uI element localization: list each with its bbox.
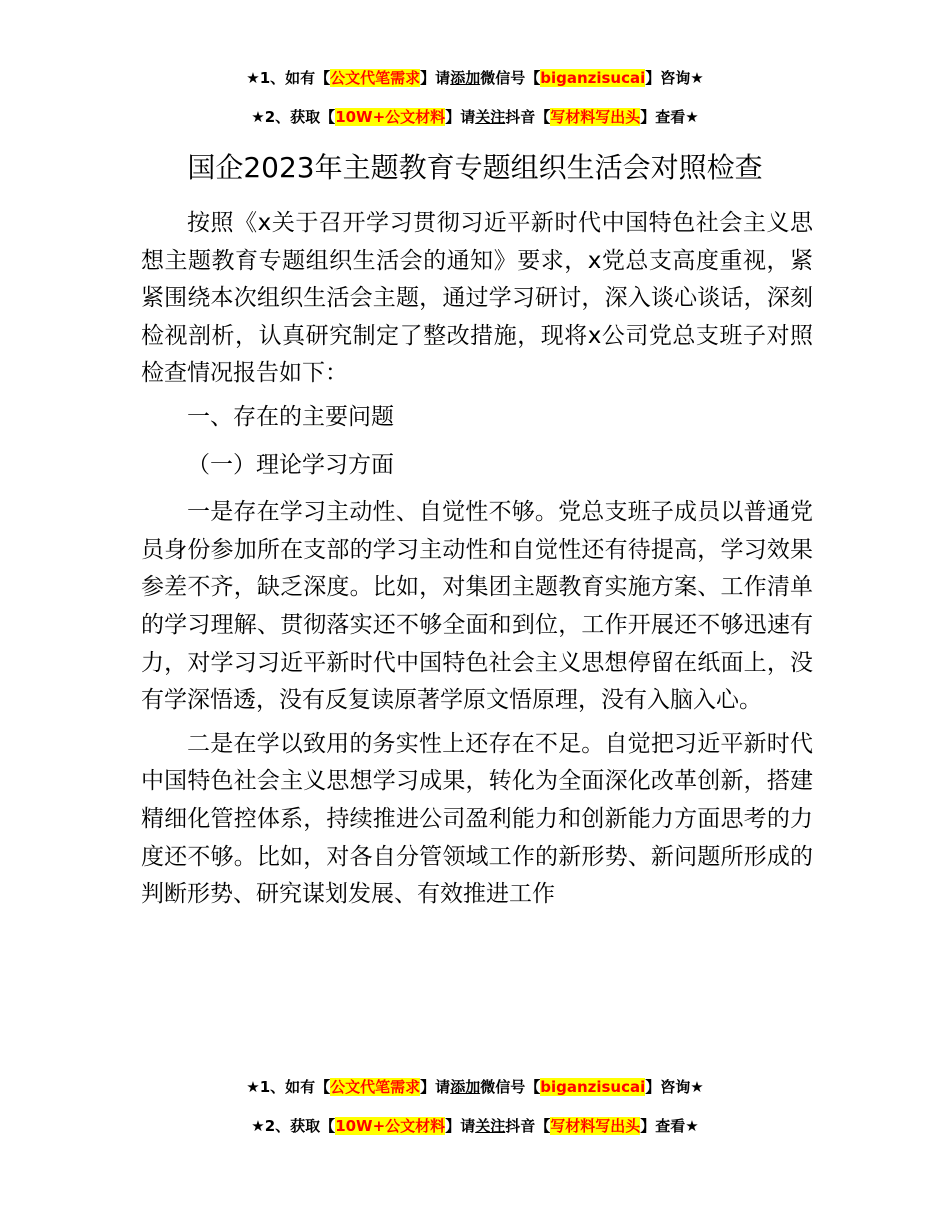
banner-text: ★1、如有【 xyxy=(246,1078,331,1096)
banner-highlight: 10W+公文材料 xyxy=(335,1117,446,1135)
banner-highlight-douyin-id: 写材料写出头 xyxy=(550,1117,641,1135)
body-paragraph: 一是存在学习主动性、自觉性不够。党总支班子成员以普通党员身份参加所在支部的学习主动性和自觉性还有待提高，学习效果参差不齐，缺乏深度。比如，对集团主题教育实施方案、工作清单的学习理解、贯彻落实还不够全面和到位，工作开展还不够迅速有力，对学习习近平新时代中国特色社会主义思想停留在纸面上，没有学深悟透，没有反复读原著学原文悟原理，没有入脑入心。 xyxy=(141,499,813,714)
banner-text: 】查看★ xyxy=(640,1117,699,1135)
promo-banner-bottom-line-2 xyxy=(0,1116,950,1136)
banner-highlight-douyin-id: 写材料写出头 xyxy=(550,108,641,126)
section-heading: 一、存在的主要问题 xyxy=(187,403,394,430)
banner-text: 抖音【 xyxy=(505,1117,551,1135)
banner-emphasis: 添加 xyxy=(450,1078,481,1096)
banner-text: 微信号【 xyxy=(480,1078,541,1096)
banner-text: ★2、获取【 xyxy=(251,1117,336,1135)
banner-emphasis: 关注 xyxy=(475,1117,506,1135)
banner-highlight-wechat-id: biganzisucai xyxy=(540,1078,646,1096)
banner-text: 抖音【 xyxy=(505,108,551,126)
banner-highlight: 公文代笔需求 xyxy=(330,69,421,87)
banner-text: ★1、如有【 xyxy=(246,69,331,87)
banner-text: 】请 xyxy=(445,1117,476,1135)
banner-emphasis: 添加 xyxy=(450,69,481,87)
banner-highlight: 公文代笔需求 xyxy=(330,1078,421,1096)
subsection-heading: （一）理论学习方面 xyxy=(187,451,394,478)
promo-banner-top-line-1 xyxy=(0,68,950,88)
banner-text: 】请 xyxy=(420,1078,451,1096)
banner-highlight-wechat-id: biganzisucai xyxy=(540,69,646,87)
banner-text: ★2、获取【 xyxy=(251,108,336,126)
promo-banner-top-line-2 xyxy=(0,107,950,127)
banner-text: 】请 xyxy=(445,108,476,126)
banner-text: 】咨询★ xyxy=(645,69,704,87)
banner-text: 】查看★ xyxy=(640,108,699,126)
banner-emphasis: 关注 xyxy=(475,108,506,126)
document-title: 国企2023年主题教育专题组织生活会对照检查 xyxy=(187,151,763,184)
body-paragraph: 二是在学以致用的务实性上还存在不足。自觉把习近平新时代中国特色社会主义思想学习成果，转化为全面深化改革创新，搭建精细化管控体系，持续推进公司盈利能力和创新能力方面思考的力度还不够。比如，对各自分管领域工作的新形势、新问题所形成的判断形势、研究谋划发展、有效推进工作 xyxy=(141,730,813,908)
banner-text: 】咨询★ xyxy=(645,1078,704,1096)
banner-text: 微信号【 xyxy=(480,69,541,87)
intro-paragraph: 按照《x关于召开学习贯彻习近平新时代中国特色社会主义思想主题教育专题组织生活会的通知》要求，x党总支高度重视，紧紧围绕本次组织生活会主题，通过学习研讨，深入谈心谈话，深刻检视剖析，认真研究制定了整改措施，现将x公司党总支班子对照检查情况报告如下： xyxy=(141,210,813,387)
banner-text: 】请 xyxy=(420,69,451,87)
document-body xyxy=(141,205,813,1060)
promo-banner-bottom-line-1 xyxy=(0,1077,950,1097)
banner-highlight: 10W+公文材料 xyxy=(335,108,446,126)
